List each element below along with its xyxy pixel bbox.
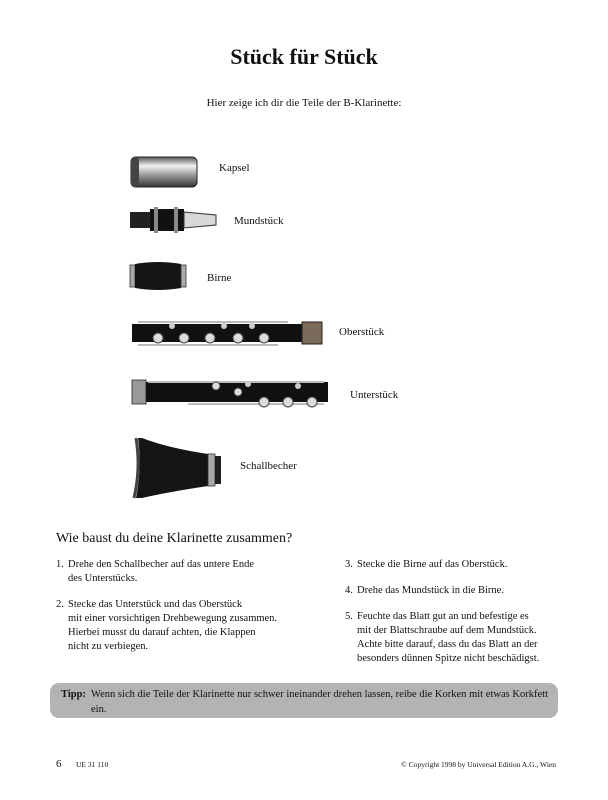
step-text: Achte bitte darauf, dass du das Blatt an der [357, 639, 538, 650]
step-text: Drehe den Schallbecher auf das untere Ende [68, 559, 254, 570]
page-number: 6 [56, 758, 62, 770]
step-text: nicht zu verbiegen. [68, 641, 149, 652]
step-number: 2. [56, 599, 64, 610]
list-item [56, 558, 316, 586]
step-text: besonders dünnen Spitze nicht beschädigst. [357, 653, 540, 664]
intro-text: Hier zeige ich dir die Teile der B-Klarinette: [206, 97, 402, 109]
part-label-mundstueck: Mundstück [234, 215, 284, 227]
barrel-photo [128, 260, 188, 292]
step-text: Feuchte das Blatt gut an und befestige es [357, 611, 529, 622]
tip-text: Wenn sich die Teile der Klarinette nur schwer ineinander drehen lassen, reibe die Korken mit etwas Korkfett ein. [91, 689, 548, 715]
list-item [56, 598, 316, 654]
list-item [345, 584, 565, 598]
part-label-birne: Birne [207, 272, 232, 284]
step-text: Drehe das Mundstück in die Birne. [357, 585, 504, 596]
list-item [345, 558, 565, 572]
part-label-unterstueck: Unterstück [350, 389, 399, 401]
copyright-notice: © Copyright 1998 by Universal Edition A.G., Wien [401, 760, 556, 769]
step-text: des Unterstücks. [68, 573, 138, 584]
step-text: Hierbei musst du darauf achten, die Klappen [68, 627, 256, 638]
page-title: Stück für Stück [230, 44, 378, 69]
assembly-heading: Wie baust du deine Klarinette zusammen? [56, 531, 293, 546]
cap-photo [128, 154, 200, 190]
bell-photo [128, 434, 224, 502]
step-text: mit der Blattschraube auf dem Mundstück. [357, 625, 537, 636]
step-number: 1. [56, 559, 64, 570]
tip-box [50, 683, 558, 718]
step-number: 3. [345, 559, 353, 570]
part-label-schallbecher: Schallbecher [240, 460, 297, 472]
lower-joint-photo [128, 374, 334, 416]
step-text: Stecke die Birne auf das Oberstück. [357, 559, 508, 570]
list-item [345, 610, 565, 666]
step-text: mit einer vorsichtigen Drehbewegung zusammen. [68, 613, 278, 624]
tip-label: Tipp: [61, 689, 86, 700]
step-number: 5. [345, 611, 353, 622]
catalog-code: UE 31 110 [76, 760, 109, 769]
upper-joint-photo [128, 312, 328, 354]
mouthpiece-photo [128, 204, 218, 236]
part-label-kapsel: Kapsel [219, 162, 250, 174]
steps-left [56, 558, 316, 666]
part-label-oberstueck: Oberstück [339, 326, 385, 338]
step-text: Stecke das Unterstück und das Oberstück [68, 599, 243, 610]
step-number: 4. [345, 585, 353, 596]
steps-right [345, 558, 565, 678]
